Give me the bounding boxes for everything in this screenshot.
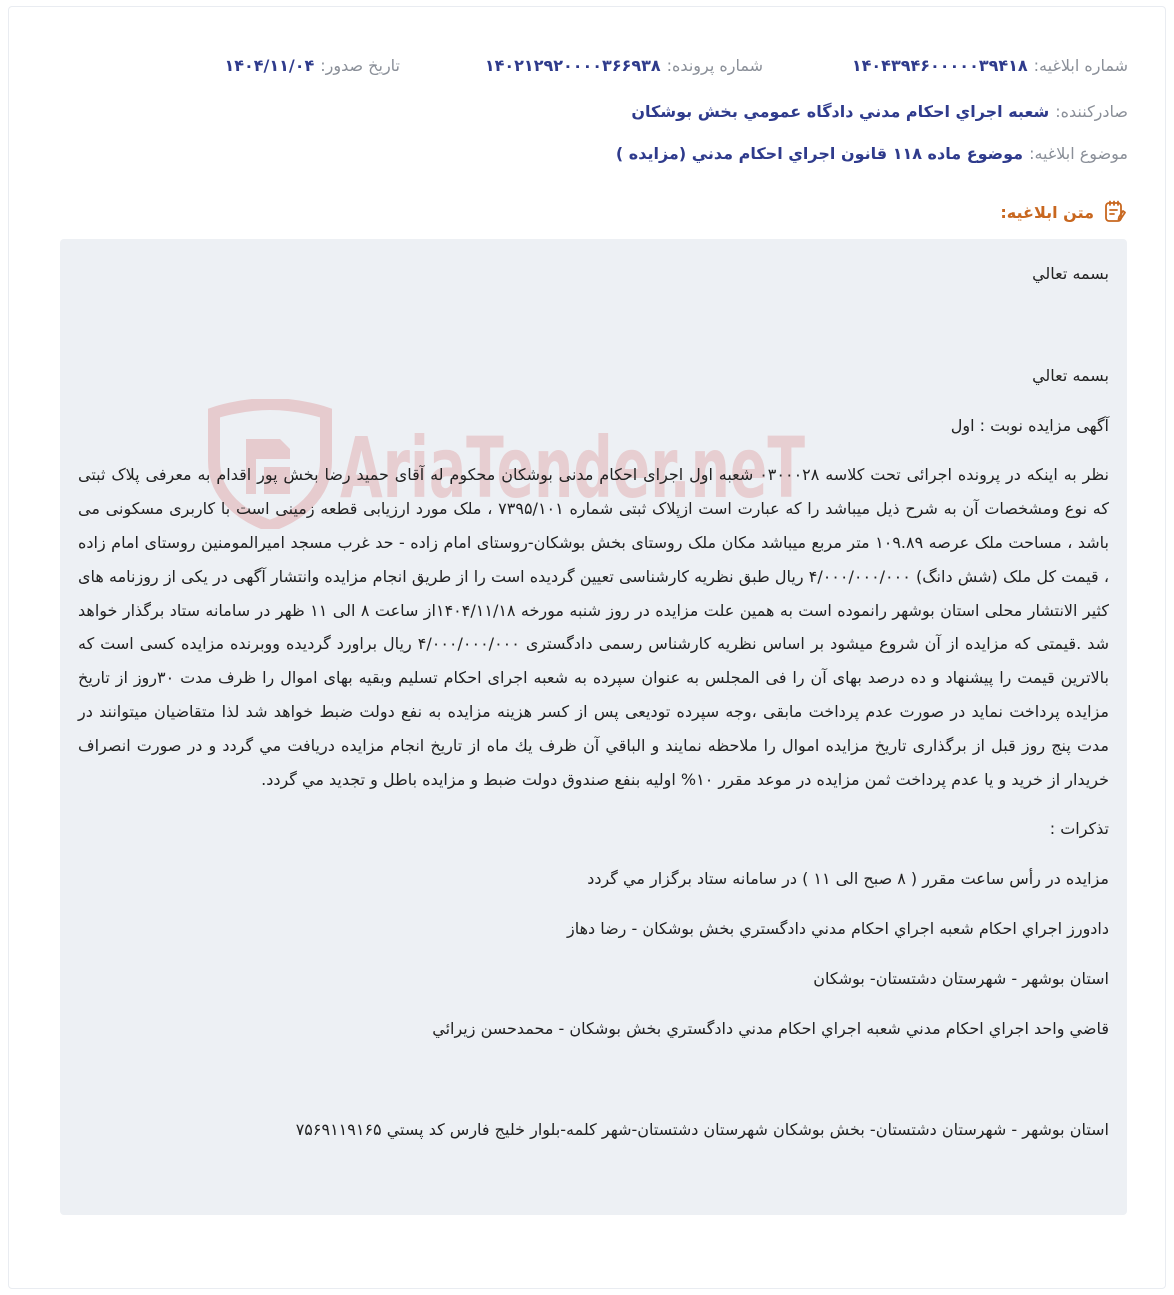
main-paragraph: نظر به اینکه در پرونده اجرائی تحت کلاسه ۰۳۰۰۰۲۸ شعبه اول اجرای احکام مدنی بوشکان محکوم له آقای حمید رضا بخش پور اقدام به معرفی پلاک ثبتی که نوع ومشخصات آن به شرح ذیل میباشد را که عبارت است ازپلاک ثبتی شماره ۷۳۹۵/۱۰۱ ، ملک مورد ارزیابی قطعه زمینی است با کاربری مسکونی می باشد ، مساحت ملک عرصه ۱۰۹.۸۹ متر مربع میباشد مکان ملک روستای بخش بوشکان-روستای امام زاده - حد غرب مسجد امیرالمومنین روستای امام زاده ، قیمت کل ملک (شش دانگ) ۴/۰۰۰/۰۰۰/۰۰۰ ریال طبق نظریه کارشناسی تعیین گردیده است را از طریق انجام مزایده وانتشار آگهی در یکی از روزنامه های کثیر الانتشار محلی استان بوشهر رانموده است به همین علت مزایده در روز شنبه مورخه ۱۴۰۴/۱۱/۱۸از ساعت ۸ الی ۱۱ ظهر در سامانه ستاد برگذار خواهد شد .قیمتی که مزایده از آن شروع میشود بر اساس نظریه کارشناس رسمی دادگستری ۴/۰۰۰/۰۰۰/۰۰۰ ریال براورد گردیده ووبرنده مزایده کسی است که بالاترین قیمت را پیشنهاد و ده درصد بهای آن را فی المجلس به عنوان سپرده به شعبه اجرای احکام تسلیم وبقیه بهای اموال را ظرف مدت ۳۰روز از تاریخ مزایده پرداخت نماید در صورت عدم پرداخت مابقی ،وجه سپرده تودیعی پس از کسر هزینه مزایده به نفع دولت ضبط خواهد شد لذا متقاضیان میتوانند در مدت پنج روز قبل از برگذاری تاریخ مزایده اموال را ملاحظه نمایند و الباقي آن ظرف يك ماه از تاريخ انجام مزايده دريافت مي گردد و در صورت انصراف خريدار از خريد و يا عدم پرداخت ثمن مزايده در موعد مقرر ۱۰% اوليه بنفع صندوق دولت ضبط و مزايده باطل و تجديد مي گردد. <box>78 465 1110 789</box>
greeting-2: بسمه تعالي <box>1032 365 1109 385</box>
auction-round: آگهی مزايده نوبت : اول <box>950 415 1109 435</box>
issue-date-label: تاريخ صدور: <box>320 56 400 75</box>
meta-row-issuer <box>46 97 1128 125</box>
issuer-label: صادرکننده: <box>1055 101 1128 121</box>
signer-1: دادورز اجراي احكام شعبه اجراي احکام مدني دادگستري بخش بوشكان - رضا دهاز <box>566 918 1109 938</box>
notes-title: تذکرات : <box>1049 819 1109 839</box>
notice-number <box>852 56 1128 75</box>
meta-row-subject <box>46 139 1128 167</box>
issue-date-value: ۱۴۰۴/۱۱/۰۴ <box>224 56 315 75</box>
greeting-1: بسمه تعالي <box>1032 264 1109 283</box>
case-number-value: ۱۴۰۲۱۲۹۲۰۰۰۰۳۶۶۹۳۸ <box>484 56 661 75</box>
subject-label: موضوع ابلاغيه: <box>1029 143 1128 163</box>
section-title <box>1000 199 1128 225</box>
document-edit-icon <box>1102 199 1128 225</box>
case-number <box>485 56 763 75</box>
subject-value: موضوع ماده ۱۱۸ قانون اجراي احکام مدني (مزايده ) <box>615 143 1024 163</box>
notice-text <box>78 257 1109 1147</box>
issuer-value: شعبه اجراي احکام مدني دادگاه عمومي بخش بوشكان <box>631 101 1050 121</box>
notice-number-value: ۱۴۰۴۳۹۴۶۰۰۰۰۰۳۹۴۱۸ <box>851 56 1028 75</box>
address: استان بوشهر - شهرستان دشتستان- بخش بوشكان شهرستان دشتستان-شهر کلمه-بلوار خلیج فارس کد پستي ۷۵۶۹۱۱۹۱۶۵ <box>295 1120 1109 1140</box>
note-1: مزايده در رأس ساعت مقرر ( ۸ صبح الی ۱۱ ) در سامانه ستاد برگزار مي گردد <box>587 869 1109 889</box>
meta-row-numbers <box>46 54 1128 82</box>
section-title-label: متن ابلاغيه: <box>1000 202 1094 222</box>
notice-content-box <box>60 239 1127 1215</box>
issue-date <box>224 56 400 75</box>
notice-number-label: شماره ابلاغيه: <box>1033 56 1128 75</box>
watermark-text: AriaTender.neT <box>340 419 805 517</box>
case-number-label: شماره پرونده: <box>666 56 763 75</box>
location-1: استان بوشهر - شهرستان دشتستان- بوشكان <box>813 968 1109 988</box>
signer-2: قاضي واحد اجراي احکام مدني شعبه اجراي احکام مدني دادگستري بخش بوشكان - محمدحسن زيرائي <box>432 1018 1109 1038</box>
